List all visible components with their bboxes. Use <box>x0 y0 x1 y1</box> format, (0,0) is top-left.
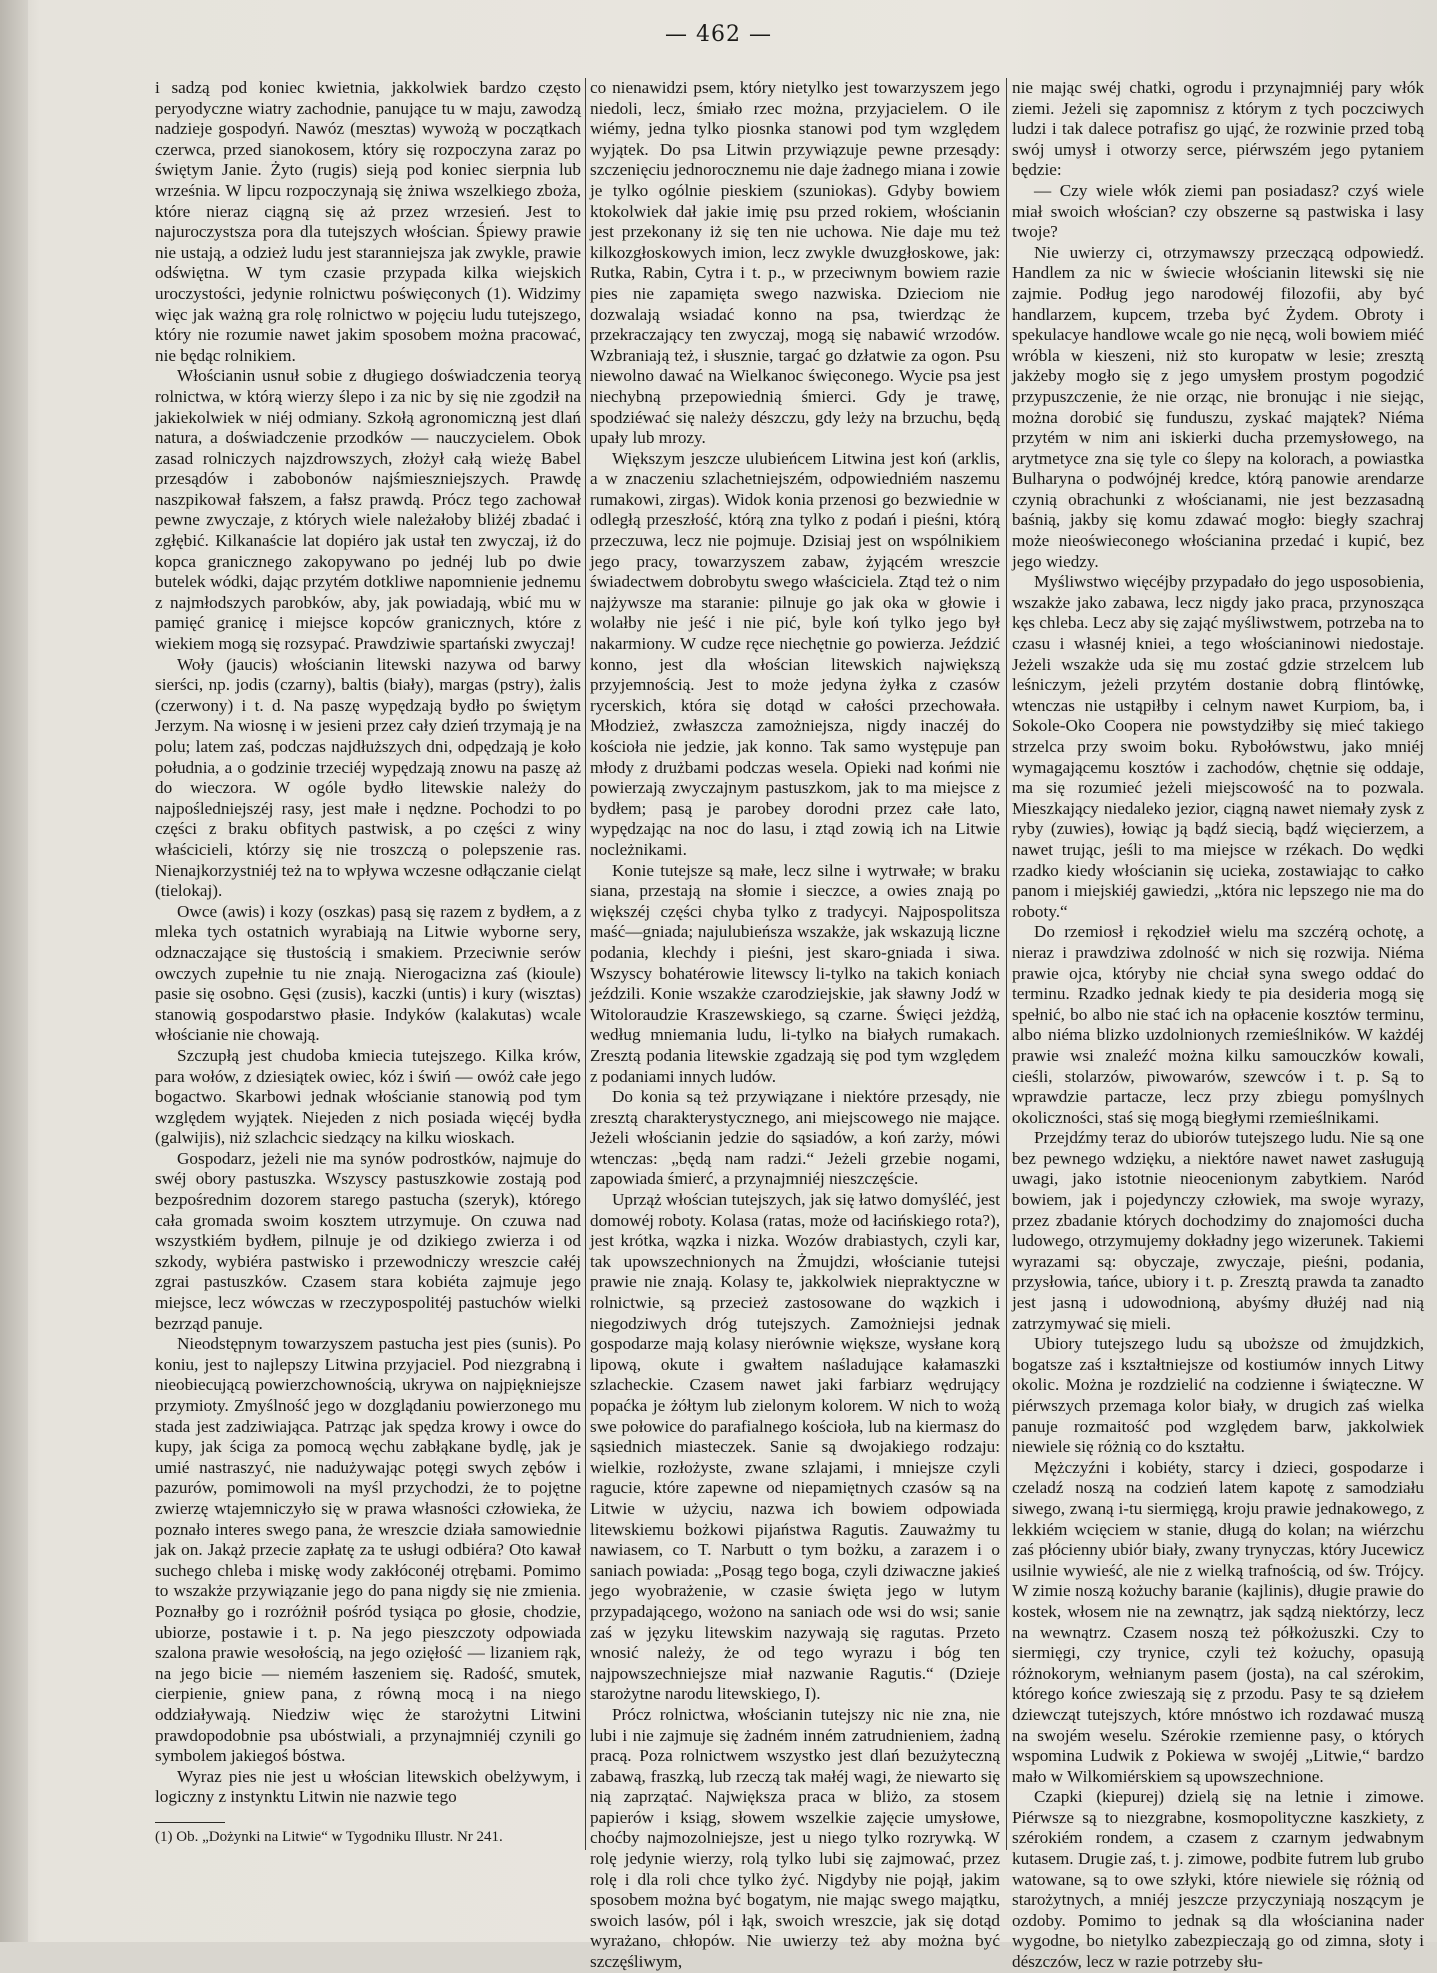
paragraph: Ubiory tutejszego ludu są uboższe od żmujdzkich, bogatsze zaś i kształtniejsze od kostiumów innych Litwy okolic. Można je rozdzielić na codzienne i świąteczne. W piérwszych przemaga kolor biały, w drugich zaś wielka panuje rozmaitość pod względem barw, jakkolwiek niewiele się różnią co do kształtu. <box>1012 1334 1424 1457</box>
paragraph: Woły (jaucis) włościanin litewski nazywa od barwy sierści, np. jodis (czarny), baltis (biały), margas (pstry), żalis (czerwony) i t. d. Na paszę wypędzają bydło po świętym Jerzym. Na wiosnę i w jesieni przez cały dzień trzymają je na polu; latem zaś, podczas najdłuższych dni, odpędzają je koło południa, a o godzinie trzeciéj wypędzają znowu na paszę aż do wieczora. W ogóle bydło litewskie należy do najpośledniejszéj rasy, jest małe i nędzne. Pochodzi to po części z braku obfitych pastwisk, a po części z winy właścicieli, którzy się nie troszczą o polepszenie ras. Nienajkorzystniéj też na to wpływa wczesne odłączanie cieląt (tielokaj). <box>155 654 581 901</box>
paragraph: Konie tutejsze są małe, lecz silne i wytrwałe; w braku siana, przestają na słomie i sieczce, a owies znają po większéj części chyba tylko z tradycyi. Najpospolitsza maść—gniada; najulubieńsza wszakże, jak wskazują liczne podania, klechdy i pieśni, jest skaro-gniada i siwa. Wszyscy bohatérowie litewscy li-tylko na takich koniach jeździli. Konie wszakże czarodziejskie, jak sławny Jodź w Witoloraudzie Kraszewskiego, są czarne. Święci jeżdżą, według mniemania ludu, li-tylko na białych rumakach. Zresztą podania litewskie zgadzają się pod tym względem z podaniami innych ludów. <box>590 860 1000 1086</box>
paragraph: Nieodstępnym towarzyszem pastucha jest pies (sunis). Po koniu, jest to najlepszy Litwina przyjaciel. Pod niezgrabną i nieobiecującą powierzchownością, ukrywa on najpiękniejsze przymioty. Zmyślność jego w dozglądaniu powierzonego mu stada jest zadziwiająca. Patrząc jak spędza krowy i owce do kupy, jak ściga za pomocą węchu zabłąkane bydlę, jak je umié nastraszyć, nie nadużywając potęgi swych zębów i pazurów, pomimowoli na myśl przychodzi, że to pojętne zwierzę wtajemniczyło się w prawa własności człowieka, że poznało interes swego pana, że wreszcie działa samowiednie jak on. Jakąż przecie zapłatę za te usługi odbiéra? Oto kawał suchego chleba i miskę wody zakłóconéj otrębami. Pomimo to wszakże przywiązanie jego do pana nigdy się nie zmienia. Poznałby go i rozróżnił pośród tysiąca po głosie, chodzie, ubiorze, postawie i t. p. Na jego pieszczoty odpowiada szalona prawie wesołością, na jego ozięłość — lizaniem rąk, na jego bicie — niemém łaszeniem się. Radość, smutek, cierpienie, gniew pana, z równą mocą i na niego oddziaływają. Niedziw więc że starożytni Litwini prawdopodobnie psa ubóstwiali, a przynajmniéj czynili go symbolem jakiegoś bóstwa. <box>155 1334 581 1766</box>
paragraph: co nienawidzi psem, który nietylko jest towarzyszem jego niedoli, lecz, śmiało rzec można, przyjacielem. O ile wiémy, jedna tylko piosnka stanowi pod tym względem wyjątek. Do psa Litwin przywiązuje pewne przesądy: szczenięciu jednorocznemu nie daje żadnego miana i zowie je tylko ogólnie pieskiem (szuniokas). Gdyby bowiem ktokolwiek dał jakie imię psu przed rokiem, włościanin jest przekonany iż się ten nie uchowa. Nie daje mu też kilkozgłoskowych imion, lecz zwykle dwuzgłoskowe, jak: Rutka, Rabin, Cytra i t. p., w przeciwnym bowiem razie pies nie zapamięta swego nazwiska. Dzieciom nie dozwalają wsiadać konno na psa, twierdząc że przekraczający ten zwyczaj, mogą się nabawić wrzodów. Wzbraniają też, i słusznie, targać go dzłatwie za ogon. Psu niewolno dawać na Wielkanoc święconego. Wycie psa jest niechybną przepowiednią śmierci. Gdy je trawę, spodziéwać się należy dészczu, gdy leży na brzuchu, będą upały lub mrozy. <box>590 78 1000 448</box>
paragraph: Nie uwierzy ci, otrzymawszy przeczącą odpowiedź. Handlem za nic w świecie włościanin litewski się nie zajmie. Podług jego narodowéj filozofii, aby być handlarzem, kupcem, trzeba być Żydem. Obroty i spekulacye handlowe wcale go nie nęcą, woli bowiem miéć wróbla w kieszeni, niż sto kuropatw w lesie; zresztą jakżeby mogło się z jego umysłem prostym pogodzić przypuszczenie, że nie orząc, nie bronując i nie siejąc, można dorobić się funduszu, zyskać majątek? Niéma przytém w nim ani iskierki ducha przemysłowego, na arytmetyce zna się tyle co ślepy na kolorach, a powiastka Bulharyna o podwójnéj kredce, którą panowie arendarze czynią obrachunki z włościanami, nie jest bezzasadną baśnią, jakby się komu zdawać mogło: biegły szachraj może nieoświeconego włościanina przedać i kupić, bez jego wiedzy. <box>1012 242 1424 571</box>
column-divider <box>1006 78 1007 1850</box>
paragraph: Prócz rolnictwa, włościanin tutejszy nic nie zna, nie lubi i nie zajmuje się żadném inném zatrudnieniem, żadną pracą. Poza rolnictwem wszystko jest dlań bezużyteczną zabawą, fraszką, lub rzeczą tak małéj wagi, że niewarto się nią zaprzątać. Największa praca w bliżo, za stosem papierów i ksiąg, słowem wszelkie zajęcie umysłowe, choćby najmozolniejsze, jest u niego tylko rozrywką. W rolę jedynie wierzy, rolą tylko lubi się zajmować, przez rolę i dla roli chce tylko żyć. Nigdyby nie pojął, jakim sposobem można być bogatym, nie mając swego majątku, swoich lasów, pól i łąk, swoich wreszcie, jak się dotąd wyrażano, chłopów. Nie uwierzy też aby można być szczęśliwym, <box>590 1704 1000 1972</box>
paragraph: Szczupłą jest chudoba kmiecia tutejszego. Kilka krów, para wołów, z dziesiątek owiec, kóz i świń — owóż całe jego bogactwo. Skarbowi jednak włościanie stanowią pod tym względem wyjątek. Niejeden z nich posiada więcéj bydła (galwijis), niż szlachcic siedzący na kilku wioskach. <box>155 1045 581 1148</box>
text-column-3 <box>1012 78 1424 1972</box>
footnote: (1) Ob. „Dożynki na Litwie“ w Tygodniku Illustr. Nr 241. <box>155 1829 503 1845</box>
footnote-divider <box>155 1822 225 1823</box>
paragraph: Do rzemiosł i rękodzieł wielu ma szczérą ochotę, a nieraz i prawdziwa zdolność w nich się rozwija. Niéma prawie ojca, któryby nie chciał syna swego oddać do terminu. Rzadko jednak kiedy te pia desideria mogą się spełnić, bo albo nie stać ich na opłacenie kosztów terminu, albo niéma blizko uzdolnionych rzemieślników. W każdéj prawie wsi znaleźć można kilku samouczków kowali, cieśli, stolarzów, piwowarów, szewców i t. p. Są to wprawdzie partacze, lecz przy zbiegu pomyślnych okoliczności, staś się mogą biegłymi rzemieślnikami. <box>1012 922 1424 1127</box>
paragraph: Większym jeszcze ulubieńcem Litwina jest koń (arklis, a w znaczeniu szlachetniejszém, odpowiedniém naszemu rumakowi, zirgas). Widok konia przenosi go bezwiednie w odległą przeszłość, którą zna tylko z podań i pieśni, którą przeczuwa, lecz nie pojmuje. Dzisiaj jest on wspólnikiem jego pracy, towarzyszem zabaw, żyjącém wreszcie świadectwem dobrobytu swego właściciela. Ztąd też o nim najżywsze ma staranie: pilnuje go jak oka w głowie i wolałby nie jeść i nie pić, byle koń tylko jego był nakarmiony. W cudze ręce niechętnie go powierza. Jeździć konno, jest dla włościan litewskich największą przyjemnością. Jest to może jedyna żyłka z czasów rycerskich, która się dotąd w całości przechowała. Młodzież, zwłaszcza zamożniejsza, nigdy inaczéj do kościoła nie jedzie, jak konno. Tak samo występuje pan młody z drużbami podczas wesela. Opieki nad końmi nie powierzają zwyczajnym pastuszkom, jak to ma miejsce z bydłem; pasą je parobey dorodni przez całe lato, wypędzając na noc do lasu, i ztąd zowią ich na Litwie nocleżnikami. <box>590 448 1000 859</box>
paragraph: Myśliwstwo więcéjby przypadało do jego usposobienia, wszakże jako zabawa, lecz nigdy jako praca, przynosząca kęs chleba. Lecz aby się zająć myśliwstwem, potrzeba na to czasu i własnéj kniei, a tego włościaninowi niedostaje. Jeżeli wszakże uda się mu zostać gdzie strzelcem lub leśniczym, jeżeli przytém dostanie dobrą flintówkę, wtenczas nie ustąpiłby i celnym nawet Kurpiom, ba, i Sokole-Oko Coopera nie powstydziłby się mieć takiego strzelca przy swoim boku. Rybołówstwu, jako mniéj wymagającemu kosztów i zachodów, chętnie się oddaje, ma się rozumieć jeżeli miejscowość na to pozwala. Mieszkający niedaleko jezior, ciągną nawet niemały zysk z ryby (zuwies), łowiąc ją bądź siecią, bądź więcierzem, a nawet trując, jeśli to ma miejsce w rzékach. Do wędki rzadko kiedy włościanin się ucieka, zostawiając to całko panom i miejskiéj gawiedzi, „która nic lepszego nie ma do roboty.“ <box>1012 572 1424 921</box>
column-divider <box>585 78 586 1850</box>
paragraph: nie mając swéj chatki, ogrodu i przynajmniéj pary włók ziemi. Jeżeli się zapomnisz z którym z tych poczciwych ludzi i tak dalece potrafisz go ująć, że rozwinie przed tobą swój umysł i otworzy serce, piérwszém jego pytaniem będzie: <box>1012 78 1424 180</box>
paragraph: Wyraz pies nie jest u włościan litewskich obelżywym, i logiczny z instynktu Litwin nie nazwie tego <box>155 1766 581 1807</box>
paragraph: Gospodarz, jeżeli nie ma synów podrostków, najmuje do swéj obory pastuszka. Wszyscy pastuszkowie zostają pod bezpośrednim dozorem starego pastucha (szeryk), którego cała gromada swoim kosztem utrzymuje. On czuwa nad wszystkiém bydłem, pilnuje je od dzikiego zwierza i od szkody, wybiéra pastwisko i przewodniczy wreszcie całéj zgrai pastuszków. Czasem stara kobiéta zajmuje jego miejsce, lecz wówczas w rzeczypospolitéj pastuchów wielki bezrząd panuje. <box>155 1148 581 1333</box>
paragraph: i sadzą pod koniec kwietnia, jakkolwiek bardzo często peryodyczne wiatry zachodnie, panujące tu w maju, zawodzą nadzieje gospodyń. Nawóz (mesztas) wywożą w początkach czerwca, przed sianokosem, który się rozpoczyna zaraz po świętym Janie. Żyto (rugis) sieją pod koniec sierpnia lub września. W lipcu rozpoczynają się żniwa wszelkiego zboża, które nieraz ciągną się aż przez wrzesień. Jest to najuroczystsza pora dla tutejszych włościan. Śpiewy prawie nie ustają, a odzież ludu jest staranniejsza jak zwykle, prawie odświętna. W tym czasie przypada kilka wiejskich uroczystości, jedynie rolnictwu poświęconych (1). Widzimy więc jak ważną gra rolę rolnictwo w pojęciu ludu tutejszego, który nie rozumie nawet jakim sposobem można pracować, nie będąc rolnikiem. <box>155 78 581 365</box>
text-column-1 <box>155 78 581 1858</box>
paragraph: Czapki (kiepurej) dzielą się na letnie i zimowe. Piérwsze są to niezgrabne, kosmopolityczne kaszkiety, z szérokiém rondem, a czasem z czarnym jedwabnym kutasem. Drugie zaś, t. j. zimowe, podbite futrem lub grubo watowane, są to owe szłyki, które niewiele się różnią od starożytnych, a mniéj jeszcze przyczyniają noszącym je ozdoby. Pomimo to jednak są dla włościanina nader wygodne, bo nietylko zabezpieczają go od zimna, słoty i dészczów, lecz w razie potrzeby słu- <box>1012 1787 1424 1972</box>
text-column-2 <box>590 78 1000 1972</box>
paragraph: Owce (awis) i kozy (oszkas) pasą się razem z bydłem, a z mleka tych ostatnich wyrabiają na Litwie wyborne sery, odznaczające się tłustością i smakiem. Przeciwnie serów owczych zupełnie tu nie znają. Nierogacizna zaś (kioule) pasie się osobno. Gęsi (zusis), kaczki (untis) i kury (wisztas) stanowią gospodarstwo płasie. Indyków (kalakutas) wcale włościanie nie chowają. <box>155 901 581 1045</box>
paragraph: Uprząż włościan tutejszych, jak się łatwo domyśléć, jest domowéj roboty. Kolasa (ratas, może od łacińskiego rota?), jest krótka, wązka i nizka. Wozów drabiastych, czyli kar, tak upowszechnionych na Żmujdzi, włościanie tutejsi prawie nie znają. Kolasy te, jakkolwiek niepraktyczne w rolnictwie, są przecież zastosowane do wązkich i niegodziwych dróg tutejszych. Zamożniejsi jednak gospodarze mają kolasy nierównie większe, wysłane korą lipową, okute i gwałtem naśladujące kałamaszki szlacheckie. Czasem nawet jaki farbiarz wędrujący popaćka je żółtym lub zielonym kolorem. W nich to wożą swe połowice do parafialnego kościoła, lub na kiermasz do sąsiednich miasteczek. Sanie są dwojakiego rodzaju: wielkie, rozłożyste, zwane szlajami, i mniejsze czyli ragucie, które zapewne od niepamiętnych czasów są na Litwie w użyciu, nazwa ich bowiem odpowiada litewskiemu bożkowi pijaństwa Ragutis. Zauważmy tu nawiasem, co T. Narbutt o tym bożku, a zarazem i o saniach powiada: „Posąg tego boga, czyli dziwaczne jakieś jego wyobrażenie, w czasie święta jego w lutym przypadającego, wożono na saniach ode wsi do wsi; sanie zaś w języku litewskim nazywają się ragutas. Przeto wnosić należy, że od tego wyrazu i bóg ten najpowszechniejsze miał nazwanie Ragutis.“ (Dzieje starożytne narodu litewskiego, I). <box>590 1190 1000 1704</box>
paragraph: Do konia są też przywiązane i niektóre przesądy, nie zresztą charakterystycznego, ani miejscowego nie mające. Jeżeli włościanin jedzie do sąsiadów, a koń zarży, mówi wtenczas: „będą nam radzi.“ Jeżeli grzebie nogami, zapowiada śmierć, a przynajmniéj nieszczęście. <box>590 1087 1000 1189</box>
paragraph: Włościanin usnuł sobie z długiego doświadczenia teoryą rolnictwa, w którą wierzy ślepo i za nic by się nie zgodził na jakiekolwiek w niéj odmiany. Szkołą agronomiczną jest dlań natura, a doświadczenie przodków — nauczycielem. Obok zasad rolniczych najzdrowszych, złożył całą wieżę Babel przesądów i zabobonów najśmieszniejszych. Prawdę naszpikował fałszem, a fałsz prawdą. Prócz tego zachował pewne zwyczaje, z których wiele należałoby bliżéj zbadać i zgłębić. Kilkanaście lat dopiéro jak ustał ten zwyczaj, iż do kopca granicznego zakopywano po jednéj lub po dwie butelek wódki, dając przytém dotkliwe napomnienie jednemu z najmłodszych parobków, aby, jak powiadają, wbić mu w pamięć granicę i miejsce kopców granicznych, które z wiekiem mogą się rozsypać. Prawdziwie spartański zwyczaj! <box>155 366 581 654</box>
page-number: — 462 — <box>665 22 772 47</box>
paragraph: — Czy wiele włók ziemi pan posiadasz? czyś wiele miał swoich włościan? czy obszerne są pastwiska i lasy twoje? <box>1012 180 1424 242</box>
paragraph: Mężczyźni i kobiéty, starcy i dzieci, gospodarze i czeladź noszą na codzień latem kapotę z samodziału siwego, zwaną i-tu siermięgą, kroju prawie jednakowego, z lekkiém wcięciem w stanie, długą do kolan; na wiérzchu zaś płócienny ubiór biały, zwany trynyczas, który Jucewicz usilnie wywieść, ale nie z wielką trafnością, od św. Trójcy. W zimie noszą kożuchy baranie (kajlinis), długie prawie do kostek, włosem nie na zewnątrz, jak sądzą niektórzy, lecz na wewnątrz. Czasem noszą też półkożuszki. Czy to siermięgi, czy trynice, czyli też kożuchy, opasują różnokorym, wełnianym pasem (josta), na cal szérokim, którego końce zwieszają się z przodu. Pasy te są dziełem dziewcząt tutejszych, które mnóstwo ich rozdawać muszą na swojém weselu. Szérokie rzemienne pasy, o których wspomina Ludwik z Pokiewa w swojéj „Litwie,“ bardzo mało w Wilkomiérskiem są upowszechnione. <box>1012 1457 1424 1786</box>
paragraph: Przejdźmy teraz do ubiorów tutejszego ludu. Nie są one bez pewnego wdzięku, a niektóre nawet nawet zasługują uwagi, jako istotnie nieocenionym zabytkiem. Naród bowiem, jak i pojedynczy człowiek, ma swoje wyrazy, przez zbadanie których dochodzimy do znajomości ducha ludowego, otrzymujemy dokładny jego wizerunek. Takiemi wyrazami są: obyczaje, zwyczaje, pieśni, podania, przysłowia, tańce, ubiory i t. p. Zresztą prawda ta zanadto jest jasną i udowodnioną, abyśmy dłużéj nad nią zatrzymywać się mieli. <box>1012 1128 1424 1333</box>
binding-shadow <box>0 0 28 1942</box>
